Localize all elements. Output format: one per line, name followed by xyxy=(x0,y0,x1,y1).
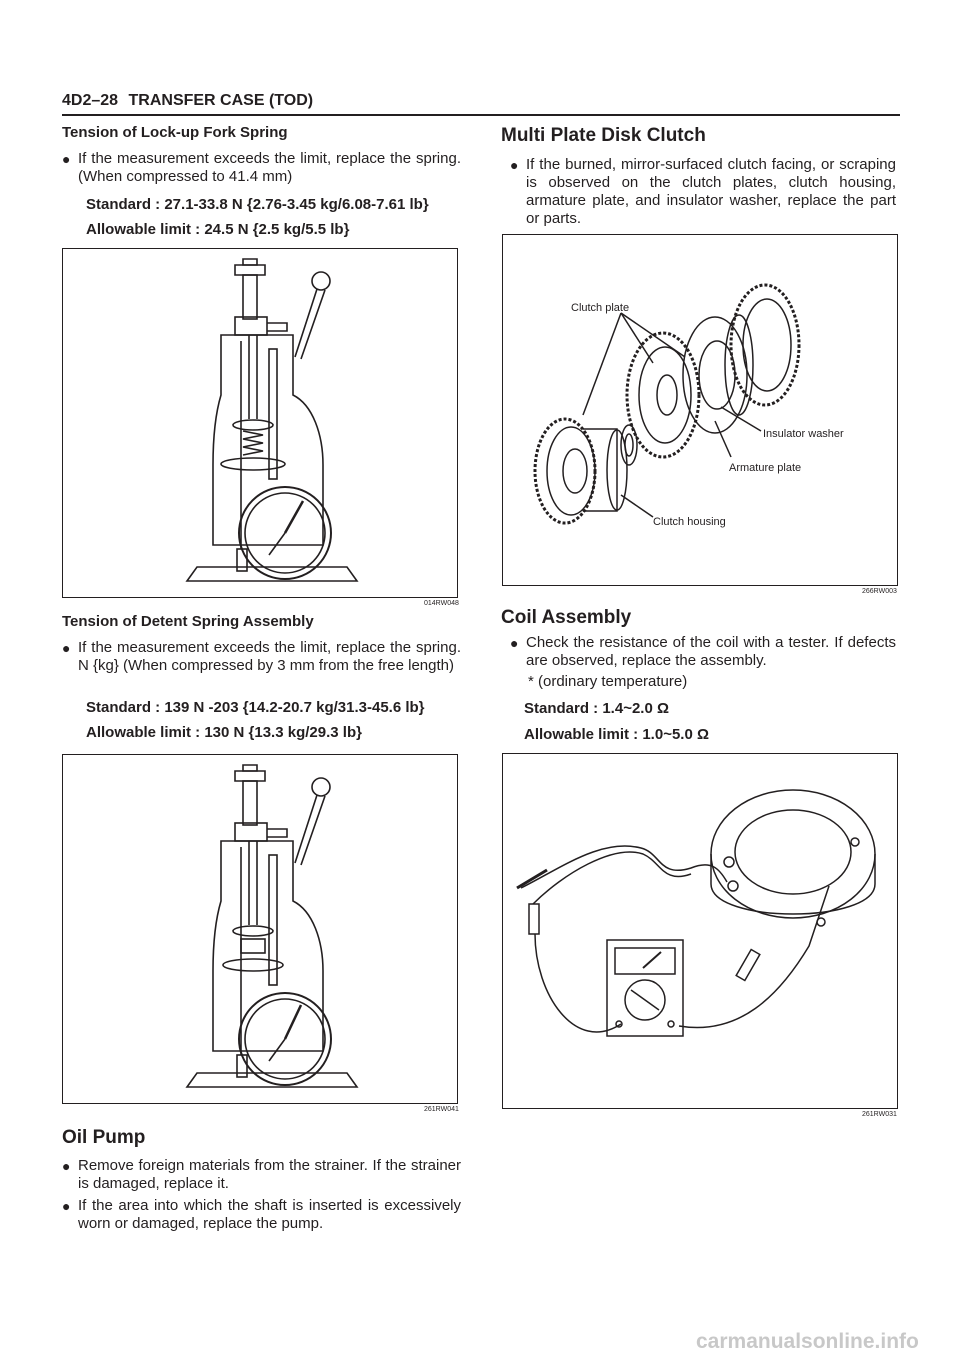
spring-tester-illustration xyxy=(63,249,457,597)
bullet-icon: ● xyxy=(510,635,519,651)
coil-allowable: Allowable limit : 1.0~5.0 Ω xyxy=(524,726,710,743)
figure-code-4: 261RW031 xyxy=(862,1111,897,1118)
fork-spring-allowable: Allowable limit : 24.5 N {2.5 kg/5.5 lb} xyxy=(86,221,350,238)
coil-bullet: ● Check the resistance of the coil with a tester. If defects are observed, replace the assembly. xyxy=(510,634,896,669)
detent-spring-bullet: ● If the measurement exceeds the limit, replace the spring. N {kg} (When compressed by 3 mm from the free length) xyxy=(62,639,461,674)
spring-tester-illustration xyxy=(63,755,457,1103)
oil-pump-title: Oil Pump xyxy=(62,1127,146,1148)
figure-code-2: 261RW041 xyxy=(424,1106,459,1113)
bullet-icon: ● xyxy=(510,157,519,173)
bullet-icon: ● xyxy=(62,1198,71,1214)
section-title: TRANSFER CASE (TOD) xyxy=(128,92,314,109)
bullet-icon: ● xyxy=(62,640,71,656)
header-rule xyxy=(62,114,900,116)
label-clutch-housing: Clutch housing xyxy=(653,516,726,528)
figure-code-1: 014RW048 xyxy=(424,600,459,607)
oil-pump-bullet-1: ● Remove foreign materials from the strainer. If the strainer is damaged, replace it. xyxy=(62,1157,461,1192)
page-header xyxy=(62,92,313,110)
bullet-icon: ● xyxy=(62,151,71,167)
label-clutch-plate: Clutch plate xyxy=(571,302,630,314)
fork-spring-bullet: ● If the measurement exceeds the limit, replace the spring. (When compressed to 41.4 mm) xyxy=(62,150,461,185)
coil-tester-illustration xyxy=(503,754,897,1108)
page-number: 4D2–28 xyxy=(62,92,119,109)
spring-tester-figure-2 xyxy=(62,754,458,1104)
coil-tester-figure xyxy=(502,753,898,1109)
spring-tester-figure-1 xyxy=(62,248,458,598)
coil-title: Coil Assembly xyxy=(501,607,632,628)
fork-spring-title: Tension of Lock-up Fork Spring xyxy=(62,124,288,141)
clutch-exploded-illustration xyxy=(503,235,897,585)
figure-code-3: 266RW003 xyxy=(862,588,897,595)
label-armature-plate: Armature plate xyxy=(729,462,802,474)
label-insulator-washer: Insulator washer xyxy=(763,428,844,440)
fork-spring-standard: Standard : 27.1-33.8 N {2.76-3.45 kg/6.08-7.61 lb} xyxy=(86,196,429,213)
bullet-icon: ● xyxy=(62,1158,71,1174)
detent-spring-allowable: Allowable limit : 130 N {13.3 kg/29.3 lb} xyxy=(86,724,362,741)
coil-note: * (ordinary temperature) xyxy=(528,673,688,690)
oil-pump-bullet-2: ● If the area into which the shaft is inserted is excessively worn or damaged, replace the pump. xyxy=(62,1197,461,1232)
clutch-bullet: ● If the burned, mirror-surfaced clutch facing, or scraping is observed on the clutch plates, clutch housing, armature plate, and insulator washer, replace the part or parts. xyxy=(510,156,896,227)
detent-spring-standard: Standard : 139 N -203 {14.2-20.7 kg/31.3-45.6 lb} xyxy=(86,699,425,716)
clutch-exploded-figure xyxy=(502,234,898,586)
detent-spring-title: Tension of Detent Spring Assembly xyxy=(62,613,314,630)
coil-standard: Standard : 1.4~2.0 Ω xyxy=(524,700,669,717)
watermark: carmanualsonline.info xyxy=(696,1330,919,1353)
clutch-title: Multi Plate Disk Clutch xyxy=(501,125,706,146)
